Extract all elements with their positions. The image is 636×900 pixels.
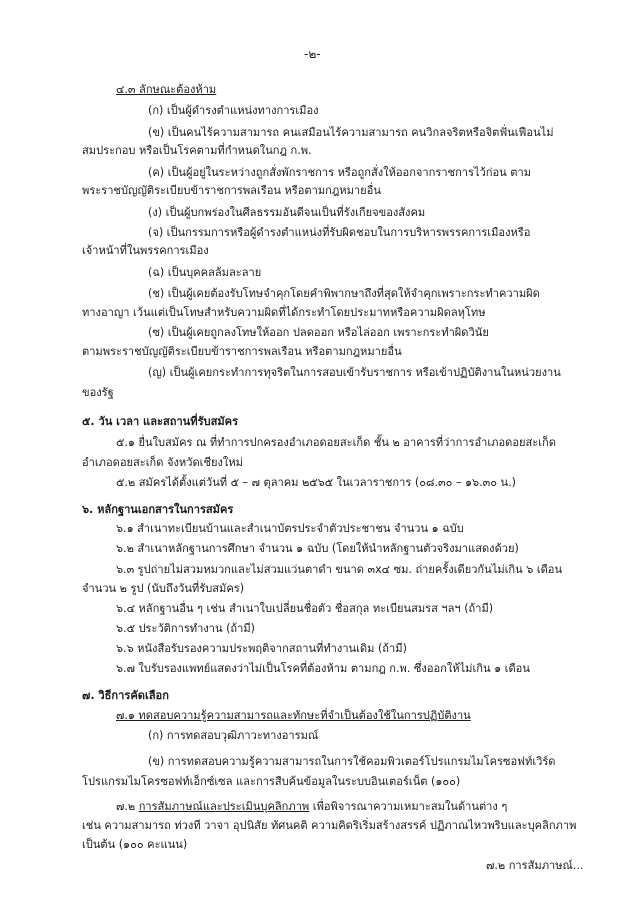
section-5-title: ๕. วัน เวลา และสถานที่รับสมัคร bbox=[82, 415, 239, 428]
s43-item-a: (ก) เป็นผู้ดำรงตำแหน่งทางการเมือง bbox=[148, 104, 319, 117]
s43-item-f: (ฉ) เป็นบุคคลล้มละลาย bbox=[148, 266, 262, 279]
s6-line-6: ๖.๕ ประวัติการทำงาน (ถ้ามี) bbox=[116, 622, 256, 635]
s7-subtitle-2: ๗.๒ การสัมภาษณ์และประเมินบุคลิกภาพ เพื่อพิจารณาความเหมาะสมในด้านต่าง ๆ bbox=[116, 800, 508, 813]
s43-item-d: (ง) เป็นผู้บกพร่องในศีลธรรมอันดีจนเป็นที่รังเกียจของสังคม bbox=[148, 206, 426, 219]
s43-item-i-line2: ของรัฐ bbox=[82, 386, 114, 399]
s7-item-a: (ก) การทดสอบวุฒิภาวะทางอารมณ์ bbox=[148, 729, 319, 742]
s7-subtitle-1: ๗.๑ ทดสอบความรู้ความสามารถและทักษะที่จำเป็นต้องใช้ในการปฏิบัติงาน bbox=[116, 709, 471, 722]
s43-item-c-line2: พระราชบัญญัติระเบียบข้าราชการพลเรือน หรือตามกฎหมายอื่น bbox=[82, 184, 381, 197]
s7-line-2: เช่น ความสามารถ ท่วงที วาจา อุปนิสัย ทัศนคติ ความคิดริเริ่มสร้างสรรค์ ปฏิภาณไหวพริบและบุคลิกภาพ bbox=[82, 819, 577, 832]
s7-item-b-line1: (ข) การทดสอบความรู้ความสามารถในการใช้คอมพิวเตอร์โปรแกรมไมโครซอฟท์เวิร์ด bbox=[148, 755, 556, 768]
page-number: -๒- bbox=[304, 47, 321, 61]
s43-item-i-line1: (ญ) เป็นผู้เคยกระทำการทุจริตในการสอบเข้ารับราชการ หรือเข้าปฏิบัติงานในหน่วยงาน bbox=[148, 366, 561, 379]
s6-line-5: ๖.๔ หลักฐานอื่น ๆ เช่น สำเนาใบเปลี่ยนชื่อตัว ชื่อสกุล ทะเบียนสมรส ฯลฯ (ถ้ามี) bbox=[116, 602, 494, 615]
continuation-note: ๗.๒ การสัมภาษณ์... bbox=[486, 859, 584, 872]
s6-line-4: จำนวน ๒ รูป (นับถึงวันที่รับสมัคร) bbox=[82, 582, 245, 595]
s5-line-2: อำเภอดอยสะเก็ด จังหวัดเชียงใหม่ bbox=[82, 456, 243, 469]
s6-line-2: ๖.๒ สำเนาหลักฐานการศึกษา จำนวน ๑ ฉบับ (โดยให้นำหลักฐานตัวจริงมาแสดงด้วย) bbox=[116, 542, 519, 555]
s43-item-g-line2: ทางอาญา เว้นแต่เป็นโทษสำหรับความผิดที่ได้กระทำโดยประมาทหรือความผิดลหุโทษ bbox=[82, 306, 486, 319]
s6-line-1: ๖.๑ สำเนาทะเบียนบ้านและสำเนาบัตรประจำตัวประชาชน จำนวน ๑ ฉบับ bbox=[116, 522, 464, 535]
s43-item-b-line2: สมประกอบ หรือเป็นโรคตามที่กำหนดในกฎ ก.พ. bbox=[82, 144, 312, 157]
s43-item-g-line1: (ช) เป็นผู้เคยต้องรับโทษจำคุกโดยคำพิพากษาถึงที่สุดให้จำคุกเพราะกระทำความผิด bbox=[148, 287, 540, 300]
s43-item-e-line1: (จ) เป็นกรรมการหรือผู้ดำรงตำแหน่งที่รับผิดชอบในการบริหารพรรคการเมืองหรือ bbox=[148, 226, 531, 239]
s43-item-b-line1: (ข) เป็นคนไร้ความสามารถ คนเสมือนไร้ความสามารถ คนวิกลจริตหรือจิตฟั่นเฟือนไม่ bbox=[148, 126, 554, 139]
s43-item-c-line1: (ค) เป็นผู้อยู่ในระหว่างถูกสั่งพักราชการ หรือถูกสั่งให้ออกจากราชการไว้ก่อน ตาม bbox=[148, 166, 532, 179]
s6-line-3: ๖.๓ รูปถ่ายไม่สวมหมวกและไม่สวมแว่นตาดำ ขนาด ๓x๔ ซม. ถ่ายครั้งเดียวกันไม่เกิน ๖ เดือน bbox=[116, 563, 563, 576]
section-6-title: ๖. หลักฐานเอกสารในการสมัคร bbox=[82, 503, 234, 516]
s5-line-3: ๕.๒ สมัครได้ตั้งแต่วันที่ ๕ – ๗ ตุลาคม ๒๕๖๕ ในเวลาราชการ (๐๘.๓๐ – ๑๖.๓๐ น.) bbox=[116, 476, 516, 489]
s43-item-e-line2: เจ้าหน้าที่ในพรรคการเมือง bbox=[82, 244, 209, 257]
s43-item-h-line2: ตามพระราชบัญญัติระเบียบข้าราชการพลเรือน หรือตามกฎหมายอื่น bbox=[82, 345, 402, 358]
s6-line-7: ๖.๖ หนังสือรับรองความประพฤติจากสถานที่ทำงานเดิม (ถ้ามี) bbox=[116, 642, 407, 655]
s7-line-3: เป็นต้น (๑๐๐ คะแนน) bbox=[82, 838, 188, 851]
s5-line-1: ๕.๑ ยื่นใบสมัคร ณ ที่ทำการปกครองอำเภอดอยสะเก็ด ชั้น ๒ อาคารที่ว่าการอำเภอดอยสะเก็ด bbox=[116, 436, 556, 449]
section-4-3-title: ๔.๓ ลักษณะต้องห้าม bbox=[116, 83, 217, 96]
s6-line-8: ๖.๗ ใบรับรองแพทย์แสดงว่าไม่เป็นโรคที่ต้องห้าม ตามกฎ ก.พ. ซึ่งออกให้ไม่เกิน ๑ เดือน bbox=[116, 662, 530, 675]
section-7-title: ๗. วิธีการคัดเลือก bbox=[82, 689, 169, 702]
s7-item-b-line2: โปรแกรมไมโครซอฟท์เอ็กซ์เซล และการสืบค้นข้อมูลในระบบอินเตอร์เน็ต (๑๐๐) bbox=[82, 775, 461, 788]
s43-item-h-line1: (ซ) เป็นผู้เคยถูกลงโทษให้ออก ปลดออก หรือไล่ออก เพราะกระทำผิดวินัย bbox=[148, 326, 489, 339]
